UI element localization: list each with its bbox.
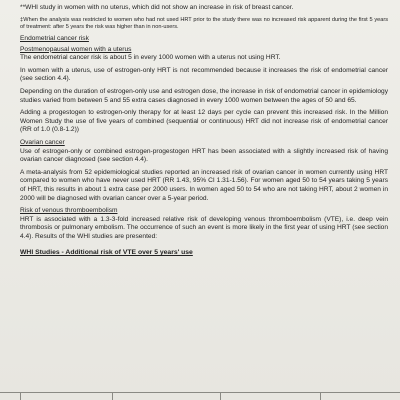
vte-heading: Risk of venous thromboembolism — [20, 207, 118, 215]
table-column-divider — [112, 393, 113, 400]
ovarian-paragraph-2: A meta-analysis from 52 epidemiological studies reported an increased risk of ovarian cancer in women currently using HRT compared to women who have never used HRT (RR 1.43, 95% CI 1.31-1.56). For women aged 50 to 54 years taking 5 years of HRT, this results in about 1 extra case per 2000 users. In women aged 50 to 54 who are not taking HRT, about 2 women in 2000 will be diagnosed with ovarian cancer over a 5-year period. — [20, 168, 388, 202]
whi-footnote: **WHI study in women with no uterus, which did not show an increase in risk of breast cancer. — [20, 4, 294, 11]
endometrial-paragraph-2: In women with a uterus, use of estrogen-only HRT is not recommended because it increases the risk of endometrial cancer (see section 4.4). — [20, 66, 388, 83]
whi-table-heading: WHI Studies - Additional risk of VTE over 5 years' use — [20, 249, 193, 257]
table-column-divider — [320, 393, 321, 400]
endometrial-paragraph-1: The endometrial cancer risk is about 5 in every 1000 women with a uterus not using HRT. — [20, 54, 281, 62]
endometrial-paragraph-4: Adding a progestogen to estrogen-only therapy for at least 12 days per cycle can prevent this increased risk. In the Million Women Study the use of five years of combined (sequential or continuous) HRT did not increase risk of endometrial cancer (RR of 1.0 (0.8-1.2)) — [20, 109, 388, 134]
table-top-border — [0, 392, 400, 400]
postmenopausal-subheading: Postmenopausal women with a uterus — [20, 45, 132, 53]
vte-paragraph: HRT is associated with a 1.3-3-fold increased relative risk of developing venous thromboembolism (VTE), i.e. deep vein thrombosis or pulmonary embolism. The occurrence of such an event is more likely in the first year of using HRT (see section 4.4). Results of the WHI studies are presented: — [20, 215, 388, 240]
table-column-divider — [20, 393, 21, 400]
restricted-analysis-footnote: ‡When the analysis was restricted to women who had not used HRT prior to the study there was no increased risk apparent during the first 5 years of treatment: after 5 years the risk was higher than in non-users. — [20, 16, 388, 30]
endometrial-heading: Endometrial cancer risk — [20, 35, 89, 42]
ovarian-paragraph-1: Use of estrogen-only or combined estrogen-progestogen HRT has been associated with a slightly increased risk of having ovarian cancer diagnosed (see section 4.4). — [20, 147, 388, 164]
ovarian-heading: Ovarian cancer — [20, 138, 65, 146]
table-column-divider — [220, 393, 221, 400]
endometrial-paragraph-3: Depending on the duration of estrogen-only use and estrogen dose, the increase in risk of endometrial cancer in epidemiology studies varied from between 5 and 55 extra cases diagnosed in every 1000 women between the ages of 50 and 65. — [20, 87, 388, 104]
